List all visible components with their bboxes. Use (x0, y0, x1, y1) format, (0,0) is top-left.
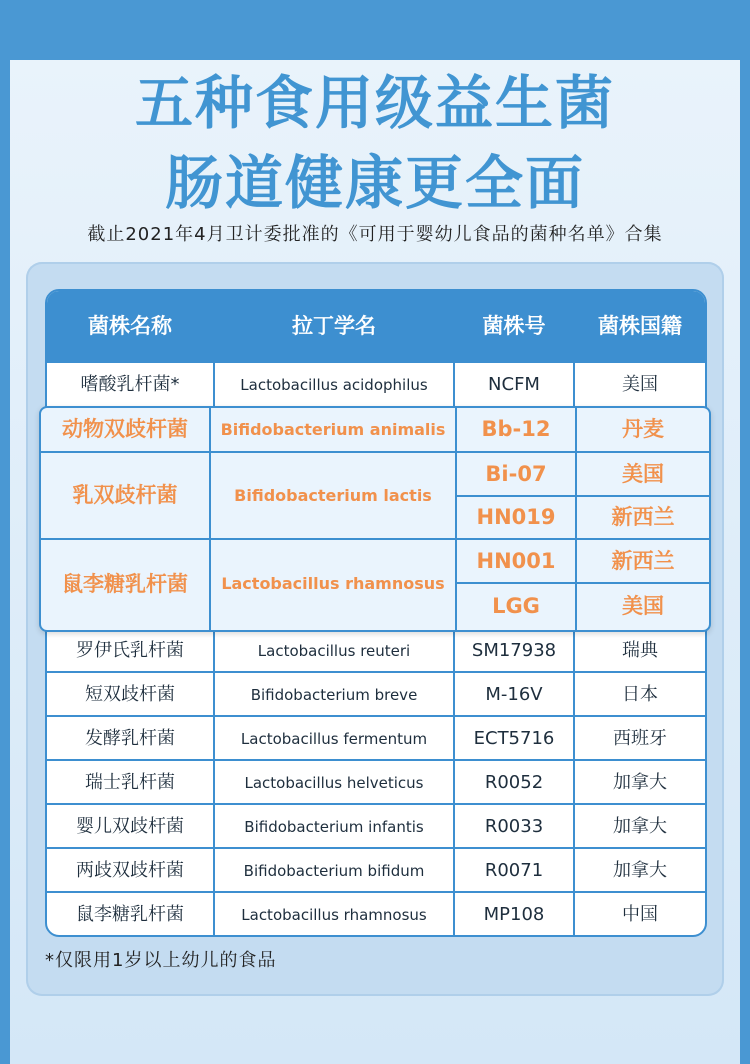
cell-strain-name: 瑞士乳杆菌 (85, 772, 175, 793)
featured-strain-number: Bb-12 (481, 417, 551, 441)
cell-strain-number: M-16V (485, 684, 543, 705)
featured-strain-number: HN001 (476, 549, 556, 573)
featured-strain-number: LGG (492, 594, 540, 618)
cell-country: 加拿大 (613, 772, 667, 793)
cell-strain-number: MP108 (483, 904, 545, 925)
cell-country: 加拿大 (613, 860, 667, 881)
main-title-line2: 肠道健康更全面 (164, 149, 585, 217)
table-row (47, 715, 705, 761)
cell-latin-name: Lactobacillus helveticus (244, 774, 424, 792)
cell-latin-name: Lactobacillus reuteri (257, 642, 411, 660)
table-row (47, 627, 705, 673)
cell-strain-number: R0071 (484, 860, 544, 881)
cell-country: 美国 (622, 374, 658, 395)
table-row (47, 759, 705, 805)
featured-strains-band (39, 406, 711, 632)
header-country: 菌株国籍 (598, 314, 682, 338)
header-latin-name: 拉丁学名 (292, 314, 376, 338)
featured-country: 丹麦 (622, 417, 664, 441)
header-strain-number: 菌株号 (482, 314, 546, 338)
cell-latin-name: Bifidobacterium breve (250, 686, 418, 704)
cell-strain-number: ECT5716 (473, 728, 555, 749)
featured-country: 新西兰 (611, 505, 675, 529)
featured-strain-name: 鼠李糖乳杆菌 (62, 572, 188, 596)
cell-strain-number: R0052 (484, 772, 544, 793)
table-row (47, 671, 705, 717)
footnote: *仅限用1岁以上幼儿的食品 (45, 950, 277, 971)
featured-country: 美国 (622, 462, 664, 486)
cell-strain-number: SM17938 (471, 640, 557, 661)
featured-strain-number: HN019 (476, 505, 556, 529)
cell-country: 加拿大 (613, 816, 667, 837)
cell-strain-name: 两歧双歧杆菌 (76, 860, 184, 881)
cell-strain-name: 婴儿双歧杆菌 (76, 816, 184, 837)
cell-country: 西班牙 (613, 728, 667, 749)
featured-strain-name: 乳双歧杆菌 (72, 483, 178, 507)
featured-strain-name: 动物双歧杆菌 (62, 417, 188, 441)
subtitle: 截止2021年4月卫计委批准的《可用于婴幼儿食品的菌种名单》合集 (87, 224, 663, 245)
cell-latin-name: Bifidobacterium infantis (244, 818, 424, 836)
cell-strain-name: 短双歧杆菌 (85, 684, 175, 705)
featured-latin-name: Bifidobacterium lactis (234, 486, 432, 505)
cell-latin-name: Bifidobacterium bifidum (243, 862, 425, 880)
cell-country: 中国 (622, 904, 658, 925)
cell-strain-name: 罗伊氏乳杆菌 (76, 640, 184, 661)
featured-latin-name: Lactobacillus rhamnosus (221, 574, 445, 593)
cell-strain-number: NCFM (488, 374, 540, 395)
cell-country: 瑞典 (622, 640, 658, 661)
featured-latin-name: Bifidobacterium animalis (220, 420, 446, 439)
table-row (47, 891, 705, 937)
table-header (47, 291, 705, 361)
table-row (47, 361, 705, 407)
cell-country: 日本 (622, 684, 658, 705)
table-row (47, 803, 705, 849)
cell-strain-name: 鼠李糖乳杆菌 (76, 904, 184, 925)
cell-strain-number: R0033 (484, 816, 544, 837)
table-row (47, 847, 705, 893)
cell-latin-name: Lactobacillus fermentum (240, 730, 428, 748)
featured-country: 新西兰 (611, 549, 675, 573)
header-strain-name: 菌株名称 (88, 314, 172, 338)
cell-latin-name: Lactobacillus rhamnosus (241, 906, 427, 924)
main-title-line1: 五种食用级益生菌 (134, 69, 615, 137)
featured-strain-number: Bi-07 (485, 462, 547, 486)
featured-country: 美国 (622, 594, 664, 618)
cell-latin-name: Lactobacillus acidophilus (240, 376, 428, 394)
cell-strain-name: 发酵乳杆菌 (85, 728, 175, 749)
cell-strain-name: 嗜酸乳杆菌* (80, 374, 180, 395)
